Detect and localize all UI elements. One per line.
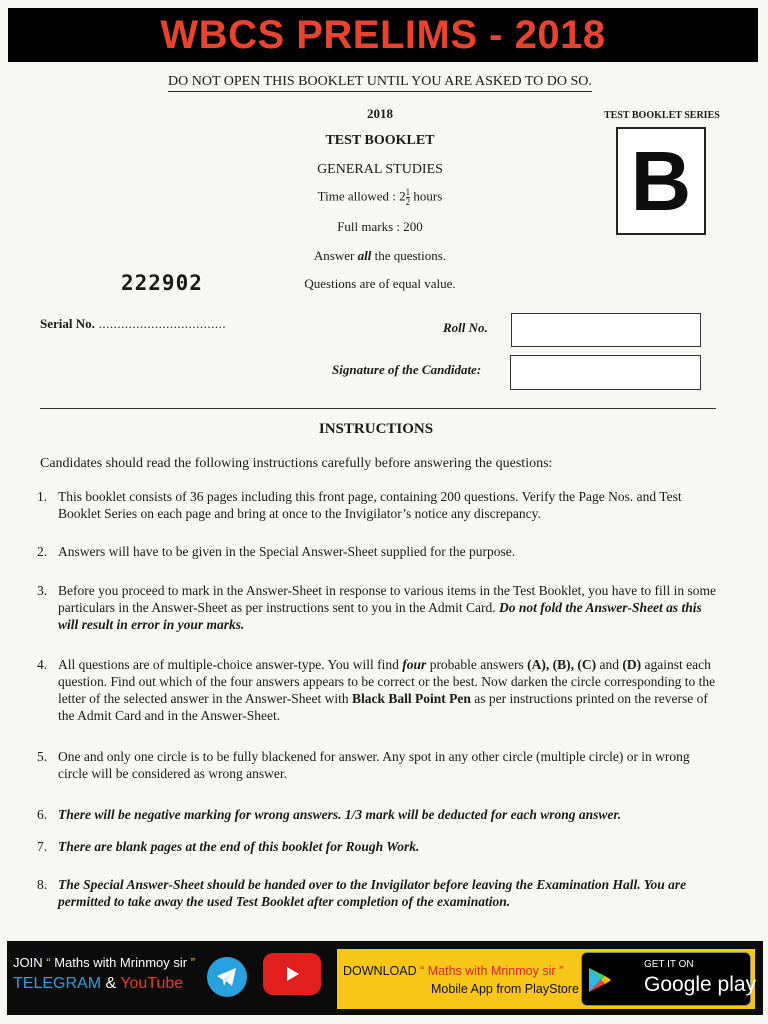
item-number: 2.: [37, 544, 48, 559]
get-it-on-label: GET IT ON: [644, 959, 694, 970]
time-prefix: Time allowed : 2: [317, 188, 406, 204]
item-option-d: (D): [622, 657, 642, 672]
serial-field: [40, 316, 226, 332]
youtube-icon[interactable]: [263, 953, 321, 995]
booklet-title: TEST BOOKLET: [325, 133, 435, 148]
instruction-item: [37, 876, 717, 910]
divider: [40, 408, 716, 409]
app-name: Maths with Mrinmoy sir: [427, 964, 556, 978]
answer-post: the questions.: [371, 248, 447, 263]
item-text-wrap: [58, 656, 717, 724]
quote-open: “: [42, 955, 55, 970]
google-play-label: Google play: [644, 973, 757, 996]
item-text: Before you proceed to mark in the Answer-Sheet in response to various items in the Test Booklet, you have to fill in some particulars in the Answer-Sheet as per instructions sent to you in the Admit Card.: [58, 583, 717, 615]
join-label: JOIN: [13, 955, 43, 970]
time-allowed: [250, 188, 510, 207]
fraction-denominator: 2: [405, 197, 411, 207]
ampersand: &: [101, 975, 121, 992]
instruction-item: [37, 488, 717, 522]
answer-all: [250, 248, 510, 264]
instruction-item: [37, 582, 717, 633]
telegram-icon[interactable]: [207, 957, 247, 997]
instruction-item: [37, 543, 717, 560]
item-text-wrap: [58, 582, 717, 633]
roll-label: Roll No.: [443, 320, 488, 335]
signature-box[interactable]: [510, 355, 701, 390]
item-number: 3.: [37, 583, 48, 598]
instructions-intro: Candidates should read the following instructions carefully before answering the questions:: [40, 456, 553, 471]
signature-label: Signature of the Candidate:: [332, 362, 482, 377]
instruction-item: [37, 838, 717, 855]
quote-close: ”: [187, 955, 196, 970]
item-text: One and only one circle is to be fully blackened for answer. Any spot in any other circle (multiple circle) or in wrong circle will be considered as wrong answer.: [58, 749, 690, 781]
app-quote-close: ”: [555, 964, 564, 978]
answer-pre: Answer: [313, 248, 358, 263]
item-text: There will be negative marking for wrong answers. 1/3 mark will be deducted for each wrong answer.: [58, 807, 622, 822]
full-marks: Full marks : 200: [337, 219, 423, 234]
roll-number-box[interactable]: [511, 313, 701, 347]
item-number: 7.: [37, 839, 48, 854]
app-promo: [337, 949, 755, 1009]
item-options: (A), (B), (C): [527, 657, 597, 672]
instruction-item: [37, 806, 717, 823]
item-text: The Special Answer-Sheet should be handed over to the Invigilator before leaving the Examination Hall. You are permitted to take away the used Test Booklet after completion of the examination.: [58, 877, 687, 909]
youtube-label[interactable]: YouTube: [120, 975, 184, 992]
item-pen: Black Ball Point Pen: [352, 691, 471, 706]
serial-number: 222902: [121, 271, 203, 295]
serial-label: Serial No.: [40, 316, 95, 331]
instruction-item: [37, 656, 717, 724]
download-label: DOWNLOAD: [343, 964, 417, 978]
series-letter: B: [630, 133, 692, 228]
time-suffix: hours: [410, 188, 443, 204]
booklet-year: 2018: [367, 106, 393, 121]
item-text-part: and: [596, 657, 623, 672]
item-emphasis-four: four: [402, 657, 427, 672]
item-text-part: probable answers: [426, 657, 528, 672]
instruction-item: [37, 748, 717, 782]
item-number: 6.: [37, 807, 48, 822]
fraction-numerator: 1: [405, 187, 411, 197]
join-text: [13, 955, 195, 970]
channel-name: Maths with Mrinmoy sir: [54, 955, 188, 970]
serial-dots: ..................................: [94, 316, 227, 331]
telegram-plane-glyph: [215, 966, 239, 988]
item-text: Answers will have to be given in the Special Answer-Sheet supplied for the purpose.: [58, 544, 516, 559]
booklet-subject: GENERAL STUDIES: [317, 162, 443, 177]
series-box: [616, 127, 706, 235]
promo-line-2: Mobile App from PlayStore: [431, 982, 579, 996]
equal-value: Questions are of equal value.: [304, 276, 456, 291]
google-play-badge[interactable]: [581, 952, 757, 1006]
telegram-label[interactable]: TELEGRAM: [13, 975, 102, 992]
title-banner: [8, 8, 758, 62]
item-text: There are blank pages at the end of this booklet for Rough Work.: [58, 839, 420, 854]
item-text: This booklet consists of 36 pages including this front page, containing 200 questions. Verify the Page Nos. and Test Booklet Series on each page and bring at once to the Invigilator’s notice any discrepancy.: [58, 489, 682, 521]
app-quote-open: “: [416, 964, 428, 978]
answer-emphasis: all: [357, 248, 372, 263]
item-emphasis: Do not fold the Answer-Sheet as this will result in error in your marks.: [58, 600, 702, 632]
booklet-notice: DO NOT OPEN THIS BOOKLET UNTIL YOU ARE ASKED TO DO SO.: [168, 74, 592, 92]
item-text-part: as per instructions printed on the reverse of the Admit Card and in the Answer-Sheet.: [58, 691, 708, 723]
banner-title: WBCS PRELIMS - 2018: [160, 12, 606, 57]
promo-footer: [7, 941, 763, 1015]
item-number: 5.: [37, 749, 48, 764]
google-play-icon: [587, 967, 611, 993]
play-glyph: [282, 964, 302, 984]
item-text-part: against each question. Find out which of the four answers appears to be correct or the best. Now darken the circle corresponding to the letter of the selected answer in the Answer-Sheet with: [58, 657, 716, 706]
promo-line-1: [343, 964, 563, 978]
platforms-text: [13, 975, 183, 993]
item-number: 1.: [37, 489, 48, 504]
item-number: 8.: [37, 877, 48, 892]
instructions-title: INSTRUCTIONS: [318, 421, 434, 437]
series-label: TEST BOOKLET SERIES: [604, 110, 720, 121]
item-number: 4.: [37, 657, 48, 672]
item-text-part: All questions are of multiple-choice answer-type. You will find: [58, 657, 403, 672]
